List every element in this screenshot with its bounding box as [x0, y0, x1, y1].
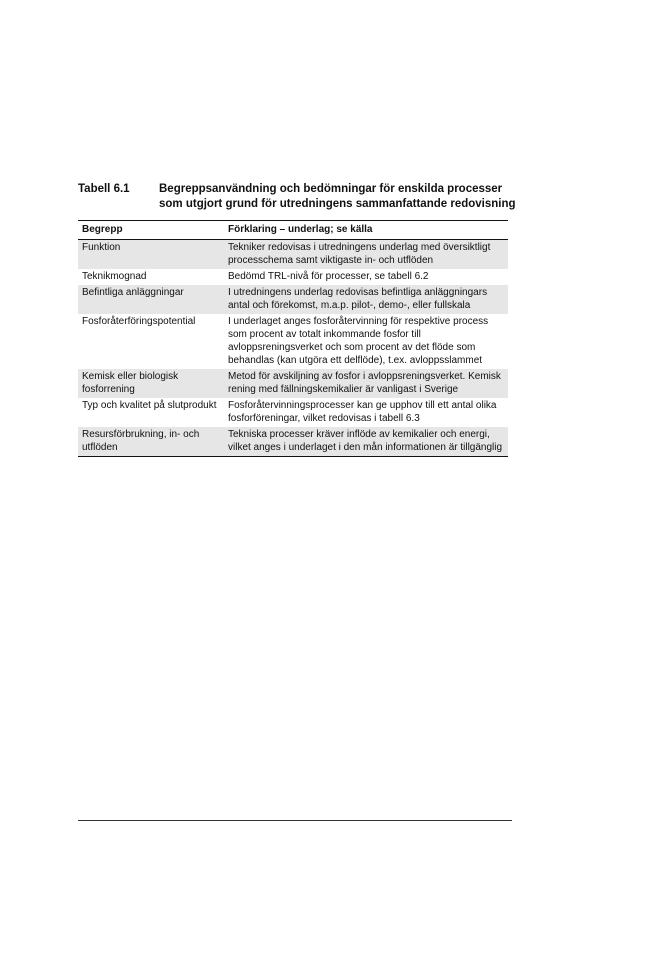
terms-table — [78, 220, 508, 457]
table-row — [78, 314, 508, 369]
header-term: Begrepp — [78, 221, 224, 240]
explanation-cell: Tekniska processer kräver inflöde av kemikalier och energi, vilket anges i underlaget i den mån informationen är tillgänglig — [224, 427, 508, 457]
explanation-cell: I underlaget anges fosforåtervinning för respektive process som procent av totalt inkommande fosfor till avloppsreningsverket och som procent av det flöde som behandlas (kan utgöra ett delflöde), t.ex. avloppsslammet — [228, 316, 489, 366]
explanation-cell: Fosforåtervinningsprocesser kan ge upphov till ett antal olika fosforföreningar, vilket redovisas i tabell 6.3 — [228, 400, 497, 424]
table-title: Begreppsanvändning och bedömningar för enskilda processer som utgjort grund för utredningens sammanfattande redovisning — [159, 183, 516, 210]
table-row — [78, 285, 508, 314]
footer-divider — [78, 820, 512, 821]
term-cell: Befintliga anläggningar — [78, 285, 224, 314]
explanation-cell: Tekniker redovisas i utredningens underlag med översiktligt processchema samt viktigaste in- och utflöden — [224, 240, 508, 270]
table-number: Tabell 6.1 — [78, 183, 130, 195]
term-cell: Fosforåterföringspotential — [82, 316, 196, 327]
table-row — [78, 398, 508, 427]
table-row — [78, 427, 508, 457]
explanation-cell: Bedömd TRL-nivå för processer, se tabell 6.2 — [228, 271, 429, 282]
explanation-cell: Metod för avskiljning av fosfor i avloppsreningsverket. Kemisk rening med fällningskemikalier är vanligast i Sverige — [224, 369, 508, 398]
header-explanation: Förklaring – underlag; se källa — [224, 221, 508, 240]
table-row — [78, 269, 508, 285]
term-cell: Kemisk eller biologisk fosforrening — [78, 369, 224, 398]
term-cell: Teknikmognad — [82, 271, 147, 282]
table-row — [78, 240, 508, 270]
term-cell: Resursförbrukning, in- och utflöden — [78, 427, 224, 457]
table-header-row — [78, 221, 508, 240]
table-row — [78, 369, 508, 398]
explanation-cell: I utredningens underlag redovisas befintliga anläggningars antal och förekomst, m.a.p. pilot-, demo-, eller fullskala — [224, 285, 508, 314]
term-cell: Typ och kvalitet på slutprodukt — [82, 400, 217, 411]
term-cell: Funktion — [78, 240, 224, 270]
